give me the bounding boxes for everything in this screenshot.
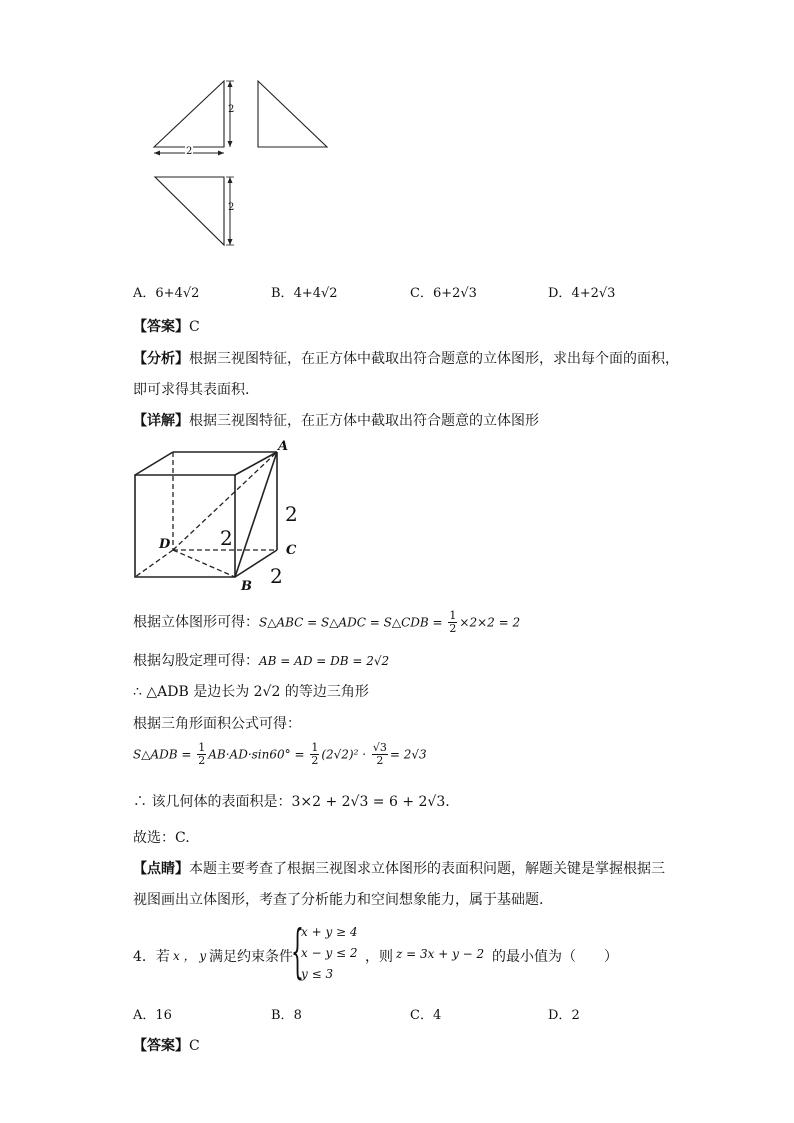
comment-line-1: 【点睛】本题主要考查了根据三视图求立体图形的表面积问题，解题关键是掌握根据三 — [133, 861, 665, 877]
step-2: 根据勾股定理可得：AB = AD = DB = 2√2 — [133, 653, 390, 669]
q4-ask: 的最小值为（ ） — [492, 949, 618, 965]
answer-value: C — [189, 319, 200, 335]
answer-line-2 — [133, 1035, 200, 1055]
q4-condition: 满足约束条件 — [209, 949, 293, 965]
answer-line — [133, 316, 200, 336]
step-7: 故选：C. — [133, 830, 190, 846]
cube-edge-label-inner: 2 — [220, 526, 233, 550]
q4-number: 4．若 — [133, 949, 170, 965]
cube-label-c: C — [286, 543, 297, 558]
front-width-label: 2 — [186, 146, 193, 157]
fraction-sqrt3-over-2: $\frac{√3}{2}$ — [372, 741, 387, 767]
fraction-half-2: $\frac{1}{2}$ — [198, 741, 206, 767]
cube-edge-label-bottom: 2 — [270, 564, 283, 588]
analysis-tag: 【分析】 — [133, 351, 189, 367]
q4-option-c: C．4 — [410, 1008, 442, 1023]
q4-option-d: D．2 — [548, 1008, 580, 1023]
cube-label-d: D — [159, 537, 171, 552]
answer-tag-2: 【答案】 — [133, 1038, 189, 1054]
step-5: S△ADB = $\frac{1}{2}$ AB·AD·sin60° = $\frac{1}{2}$ (2√2)² · $\frac{√3}{2}$ = 2√3 — [133, 741, 427, 767]
analysis-line-1: 【分析】根据三视图特征，在正方体中截取出符合题意的立体图形，求出每个面的面积， — [133, 351, 679, 367]
step-6: ∴ 该几何体的表面积是：3×2 + 2√3 = 6 + 2√3. — [133, 794, 450, 810]
answer-tag: 【答案】 — [133, 319, 189, 335]
q3-option-b: B．4+4√2 — [271, 286, 338, 301]
q4-objective: z = 3x + y − 2 — [396, 947, 485, 961]
q4-then: ，则 — [365, 949, 393, 965]
q4-vars: x ， y — [173, 949, 207, 963]
cube-label-a: A — [278, 439, 289, 454]
q4-brace: { — [291, 917, 304, 985]
fraction-half: $\frac{1}{2}$ — [449, 609, 457, 635]
step-1: 根据立体图形可得：S△ABC = S△ADC = S△CDB = $\frac{1}{2}$ ×2×2 = 2 — [133, 609, 521, 635]
q3-option-a: A．6+4√2 — [133, 286, 200, 301]
detail-tag: 【详解】 — [133, 413, 189, 429]
answer-value-2: C — [189, 1038, 200, 1054]
fraction-half-3: $\frac{1}{2}$ — [311, 741, 319, 767]
q3-option-d: D．4+2√3 — [548, 286, 616, 301]
detail-line: 【详解】根据三视图特征，在正方体中截取出符合题意的立体图形 — [133, 413, 539, 429]
cube-figure — [130, 440, 310, 600]
top-height-label: 2 — [228, 202, 235, 213]
cube-edge-label-right: 2 — [285, 502, 298, 526]
q4-option-a: A．16 — [133, 1008, 172, 1023]
q4-system: x + y ≥ 4 x − y ≤ 2 y ≤ 3 — [301, 925, 358, 981]
q3-option-c: C．6+2√3 — [410, 286, 477, 301]
front-height-label: 2 — [228, 104, 235, 115]
step-4: 根据三角形面积公式可得： — [133, 716, 301, 732]
comment-line-2: 视图画出立体图形，考查了分析能力和空间想象能力，属于基础题. — [133, 892, 544, 908]
comment-tag: 【点睛】 — [133, 861, 189, 877]
cube-label-b: B — [241, 579, 252, 594]
analysis-line-2: 即可求得其表面积. — [133, 382, 250, 398]
q4-option-b: B．8 — [271, 1008, 302, 1023]
step-3: ∴ △ADB 是边长为 2√2 的等边三角形 — [133, 684, 369, 700]
question-4 — [133, 917, 693, 988]
three-view-figure — [148, 76, 338, 251]
